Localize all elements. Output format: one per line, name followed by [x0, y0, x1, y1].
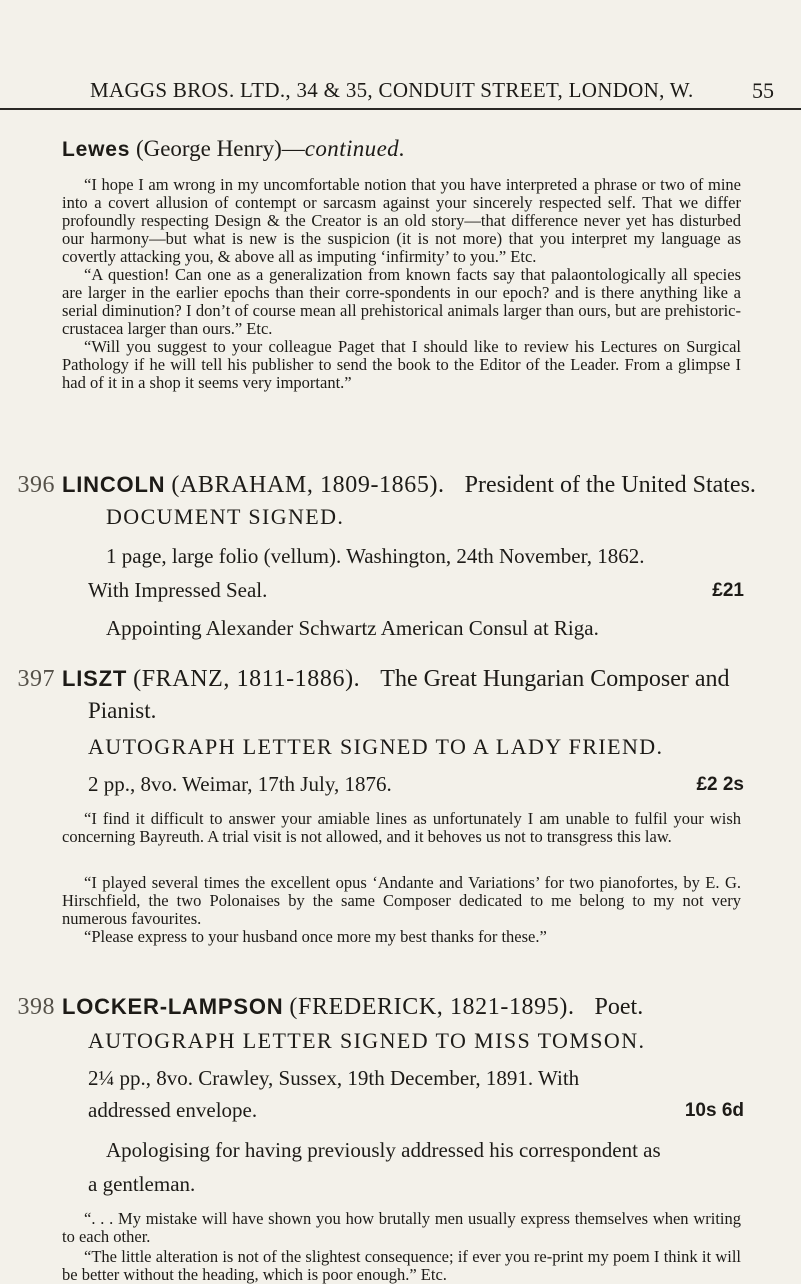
- lot-title: AUTOGRAPH LETTER SIGNED TO A LADY FRIEND.: [88, 734, 664, 759]
- running-title: MAGGS BROS. LTD., 34 & 35, CONDUIT STREET, LONDON, W.: [90, 78, 694, 102]
- lot-heading: [62, 666, 730, 693]
- lot-name: LOCKER-LAMPSON: [62, 994, 284, 1019]
- header-rule: [0, 108, 801, 110]
- lot-price: 10s 6d: [684, 1100, 744, 1121]
- continued-entry-heading: [62, 136, 405, 162]
- lot-summary-2: a gentleman.: [88, 1172, 196, 1196]
- lot-details-2: addressed envelope.: [88, 1098, 258, 1122]
- lot-dates: (FREDERICK, 1821-1895).: [289, 994, 575, 1020]
- lot-title: AUTOGRAPH LETTER SIGNED TO MISS TOMSON.: [88, 1028, 646, 1053]
- lot-number: 397: [17, 666, 55, 692]
- lot-heading: [62, 994, 643, 1021]
- lot-summary: Appointing Alexander Schwartz American Consul at Riga.: [106, 616, 599, 640]
- lot-heading: [62, 472, 756, 499]
- lot-dates: (ABRAHAM, 1809-1865).: [171, 472, 445, 498]
- lewes-quote-3: “Will you suggest to your colleague Paget that I should like to review his Lectures on Surgical Pathology if he will tell his publisher to send the book to the Editor of the Leader. From a glimpse I had of it in a shop it seems very important.”: [62, 337, 741, 392]
- entry-name-rest: (George Henry)—: [135, 136, 305, 161]
- running-header: [0, 74, 801, 110]
- lewes-quote-1: “I hope I am wrong in my uncomfortable notion that you have interpreted a phrase or two of mine into a covert allusion of contempt or sarcasm against your sincerely respected self. That we differ profoundly respecting Design & the Creator is an old story—that difference never yet has disturbed our harmony—but what is new is the suspicion (it is not more) that you interpret my language as covertly attacking you, & above all as imputing ‘infirmity’ to you.” Etc.: [62, 175, 741, 266]
- page-number: 55: [752, 78, 774, 103]
- lot-title: DOCUMENT SIGNED.: [106, 504, 345, 529]
- lot-number: 396: [17, 472, 55, 498]
- lot-summary: Apologising for having previously addressed his correspondent as: [106, 1138, 661, 1162]
- lot-details: 1 page, large folio (vellum). Washington, 24th November, 1862.: [106, 544, 645, 568]
- lot-price: £2 2s: [696, 774, 744, 795]
- lot-description: Poet.: [594, 994, 644, 1020]
- lot-description: The Great Hungarian Composer and: [380, 666, 730, 692]
- liszt-quote-3: “Please express to your husband once more my best thanks for these.”: [84, 927, 547, 946]
- lot-number: 398: [17, 994, 55, 1020]
- lot-details: 2¼ pp., 8vo. Crawley, Sussex, 19th December, 1891. With: [88, 1066, 580, 1090]
- lot-dates: (FRANZ, 1811-1886).: [133, 666, 361, 692]
- liszt-quote-1: “I find it difficult to answer your amiable lines as unfortunately I am unable to fulfil your wish concerning Bayreuth. A trial visit is not allowed, and it behoves us not to transgress this law.: [62, 809, 741, 846]
- entry-name: Lewes: [62, 138, 131, 161]
- lot-description: President of the United States.: [464, 472, 756, 498]
- lot-price: £21: [712, 580, 744, 601]
- locker-quote-1: “. . . My mistake will have shown you how brutally men usually express themselves when writing to each other.: [62, 1209, 741, 1246]
- lot-name: LISZT: [62, 666, 128, 691]
- continued-label: continued.: [304, 136, 406, 161]
- lot-details-2: With Impressed Seal.: [88, 578, 268, 602]
- lot-description-2: Pianist.: [88, 698, 157, 723]
- lot-details: 2 pp., 8vo. Weimar, 17th July, 1876.: [88, 772, 392, 796]
- locker-quote-2: “The little alteration is not of the slightest consequence; if ever you re-print my poem I think it will be better without the heading, which is poor enough.” Etc.: [62, 1247, 741, 1284]
- liszt-quote-2: “I played several times the excellent opus ‘Andante and Variations’ for two pianofortes, by E. G. Hirschfield, the two Polonaises by the same Composer dedicated to me belong to my not very numerous favourites.: [62, 873, 741, 928]
- lot-name: LINCOLN: [62, 472, 166, 497]
- lewes-quote-2: “A question! Can one as a generalization from known facts say that palaontologically all species are larger in the earlier epochs than their corre-spondents in our epoch? and is there anything like a serial diminution? I don’t of course mean all prehistorical animals larger than ours, but are prehistoric-crustacea larger than ours.” Etc.: [62, 265, 741, 338]
